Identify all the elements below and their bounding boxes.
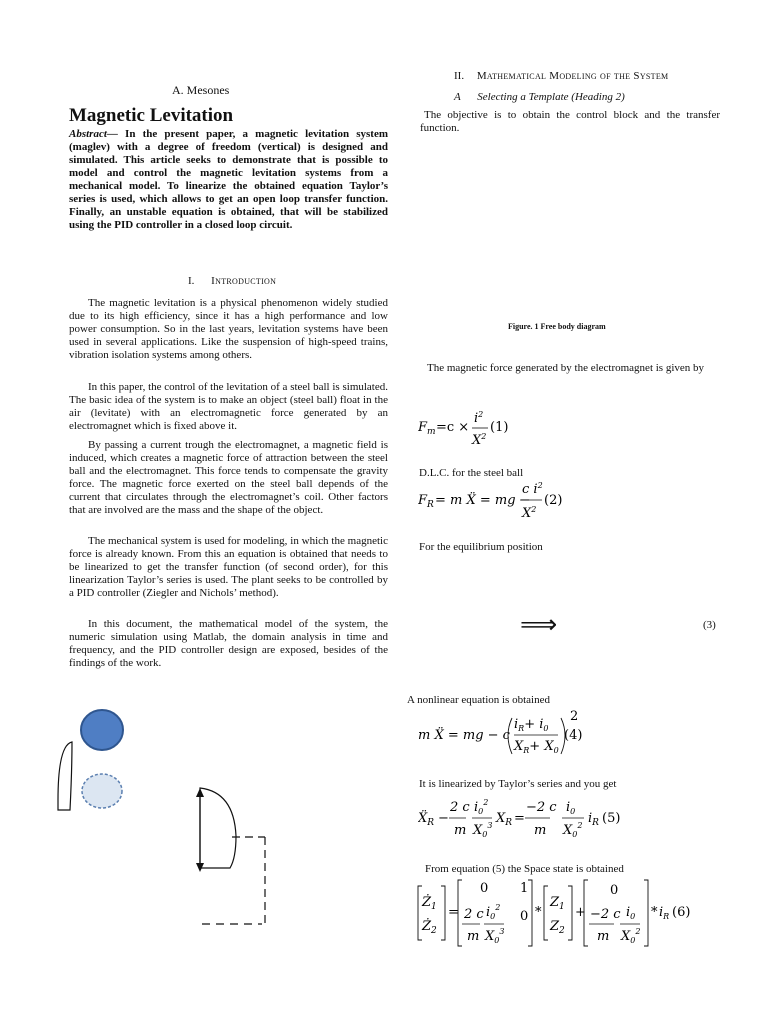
svg-text:m Ẍ = mg − c: m Ẍ = mg − c (418, 728, 510, 743)
svg-text:+: + (575, 905, 586, 920)
svg-text:i2: $i^2$ (474, 410, 484, 426)
intro-paragraph-5: In this document, the mathematical model of the system, the numeric simulation using Matlab, the domain analysis in time and frequency, and the PID controller design are exposed, besides of the findings of the work. (69, 618, 388, 669)
section1-heading (188, 275, 276, 288)
svg-text:2 c: 2 c (464, 907, 484, 922)
svg-text:=c ×: =c × (436, 420, 470, 435)
svg-text:m: m (454, 823, 467, 838)
svg-text:X03: $X_0^3$ (485, 927, 505, 945)
coil-outline (200, 788, 236, 868)
equation-3-label: (3) (703, 619, 716, 631)
svg-text:2 c: 2 c (450, 800, 470, 815)
intro-paragraph-3: By passing a current trough the electromagnet, a magnetic field is induced, which creates a magnetic force of attraction between the steel ball and the electromagnet. This force tends to compensate the gravity force. The magnetic force exerted on the steel ball depends of the current that circulates through the electromagnet’s coil. Other factors that are involved are the mass and the shape of the object. (69, 439, 388, 516)
svg-text:(5): (5) (602, 811, 621, 826)
objective-text: The objective is to obtain the control block and the transfer function. (420, 109, 720, 134)
svg-text:i02: $i_0^2$ (474, 798, 489, 816)
intro-paragraph-1: The magnetic levitation is a physical phenomenon widely studied due to its high efficiency, since it has a high performance and low power consumption. So in the last years, levitation systems have been used in several applications. Like the suspension of high-speed trains, vibration isolation systems among others. (69, 297, 388, 361)
figure-caption: Figure. 1 Free body diagram (508, 322, 606, 331)
svg-text:=: = (448, 905, 459, 920)
equilibrium-text: For the equilibrium position (419, 541, 543, 553)
svg-text:(1): (1) (490, 420, 509, 435)
svg-text:iR+ i0: $i_R+ i_0$ (514, 717, 549, 733)
electromagnet-shape (58, 742, 72, 810)
intro-paragraph-4: The mechanical system is used for modeling, in which the magnetic force is already known. From this an equation is obtained that needs to be linearized to get the transfer function (of second order), for this linearization Taylor’s series is used. The plant seeks to be controlled by a PID controller (Ziegler and Nichols’ method). (69, 535, 388, 599)
svg-text:0: 0 (610, 883, 619, 898)
dlc-text: D.L.C. for the steel ball (419, 467, 524, 479)
equation-1 (418, 407, 538, 447)
space-state-text: From equation (5) the Space state is obtained (425, 863, 624, 875)
svg-text:(2): (2) (544, 493, 563, 508)
equation-5 (418, 794, 648, 849)
svg-text:1: 1 (520, 881, 529, 896)
svg-text:iR: $i_R$ (588, 811, 599, 828)
nonlinear-text: A nonlinear equation is obtained (407, 694, 550, 706)
author-name: A. Mesones (172, 83, 230, 97)
linearized-text: It is linearized by Taylor’s series and you get (419, 778, 617, 790)
svg-text:X02: $X_0^2$ (621, 927, 641, 945)
abstract-label: Abstract— (69, 128, 118, 140)
svg-text:2: 2 (570, 709, 579, 724)
svg-text:X02: $X_0^2$ (563, 821, 583, 839)
svg-text:ẌR: Ẍ$_R$ (418, 811, 435, 828)
intro-paragraph-2: In this paper, the control of the levitation of a steel ball is simulated. The basic idea of the system is to make an object (steel ball) float in the air (levitate) with an electromagnetic force generated by an electromagnet which is fixed above it. (69, 381, 388, 432)
subsection-title: Selecting a Template (Heading 2) (477, 91, 625, 103)
subsection-heading (454, 91, 625, 104)
svg-text:0: 0 (480, 881, 489, 896)
ball-equilibrium-outline (82, 774, 122, 808)
svg-text:Z2: $Z_2$ (550, 919, 565, 936)
equation-6 (416, 878, 706, 955)
section2-number: II. (454, 70, 465, 82)
svg-text:= m Ẍ = mg −: = m Ẍ = mg − (435, 493, 531, 508)
abstract (69, 128, 388, 232)
svg-text:*: * (535, 905, 542, 920)
svg-text:m: m (597, 929, 610, 944)
svg-text:i02: $i_0^2$ (486, 903, 501, 921)
svg-text:−2 c: −2 c (526, 800, 557, 815)
implies-arrow: ⟹ (520, 610, 558, 640)
svg-text:Ż1: $Ż_1$ (422, 895, 437, 912)
section2-title: Mathematical Modeling of the System (476, 70, 669, 82)
svg-text:iR: $i_R$ (659, 905, 670, 921)
levitation-diagram (50, 700, 290, 940)
svg-text:i0: $i_0$ (566, 800, 576, 816)
steel-ball (81, 710, 123, 750)
svg-text:m: m (534, 823, 547, 838)
force-text: The magnetic force generated by the electromagnet is given by (427, 362, 705, 374)
equation-2 (418, 478, 598, 529)
section2-heading (454, 70, 668, 83)
svg-text:X2: $X^2$ (522, 505, 537, 521)
svg-text:FR: $F_R$ (418, 493, 434, 510)
svg-text:c i2: c $i^2$ (522, 481, 543, 497)
svg-text:m: m (467, 929, 480, 944)
svg-text:−: − (438, 811, 449, 826)
svg-text:X2: $X^2$ (472, 432, 487, 448)
svg-text:XR+ X0: $X_R+ X_0$ (514, 739, 559, 755)
svg-text:Z1: $Z_1$ (550, 895, 565, 912)
svg-text:i0: $i_0$ (626, 905, 636, 921)
abstract-text: In the present paper, a magnetic levitation system (maglev) with a degree of freedom (vertical) is designed and simulated. This article seeks to demonstrate that is possible to model and control the magnetic levitation systems from a mechanical model. To linearize the obtained equation Taylor’s series is used, which allows to get an open loop transfer function. Finally, an unstable equation is obtained, that will be stabilized using the PID controller in a closed loop circuit. (69, 128, 388, 231)
svg-text:*: * (651, 905, 658, 920)
svg-text:X03: $X_0^3$ (473, 821, 493, 839)
svg-text:Ż2: $Ż_2$ (422, 919, 437, 936)
paper-title: Magnetic Levitation (69, 105, 234, 126)
section1-number: I. (188, 275, 195, 287)
svg-text:Fm: $F_m$ (418, 420, 436, 437)
svg-text:0: 0 (520, 909, 529, 924)
svg-text:(6): (6) (672, 905, 691, 920)
svg-text:(4): (4) (564, 728, 583, 743)
svg-text:−2 c: −2 c (590, 907, 621, 922)
equation-4 (418, 708, 618, 767)
section1-title: Introduction (211, 275, 277, 287)
svg-text:=: = (514, 811, 525, 826)
subsection-letter: A (454, 91, 461, 103)
svg-text:XR: $X_R$ (496, 811, 513, 828)
